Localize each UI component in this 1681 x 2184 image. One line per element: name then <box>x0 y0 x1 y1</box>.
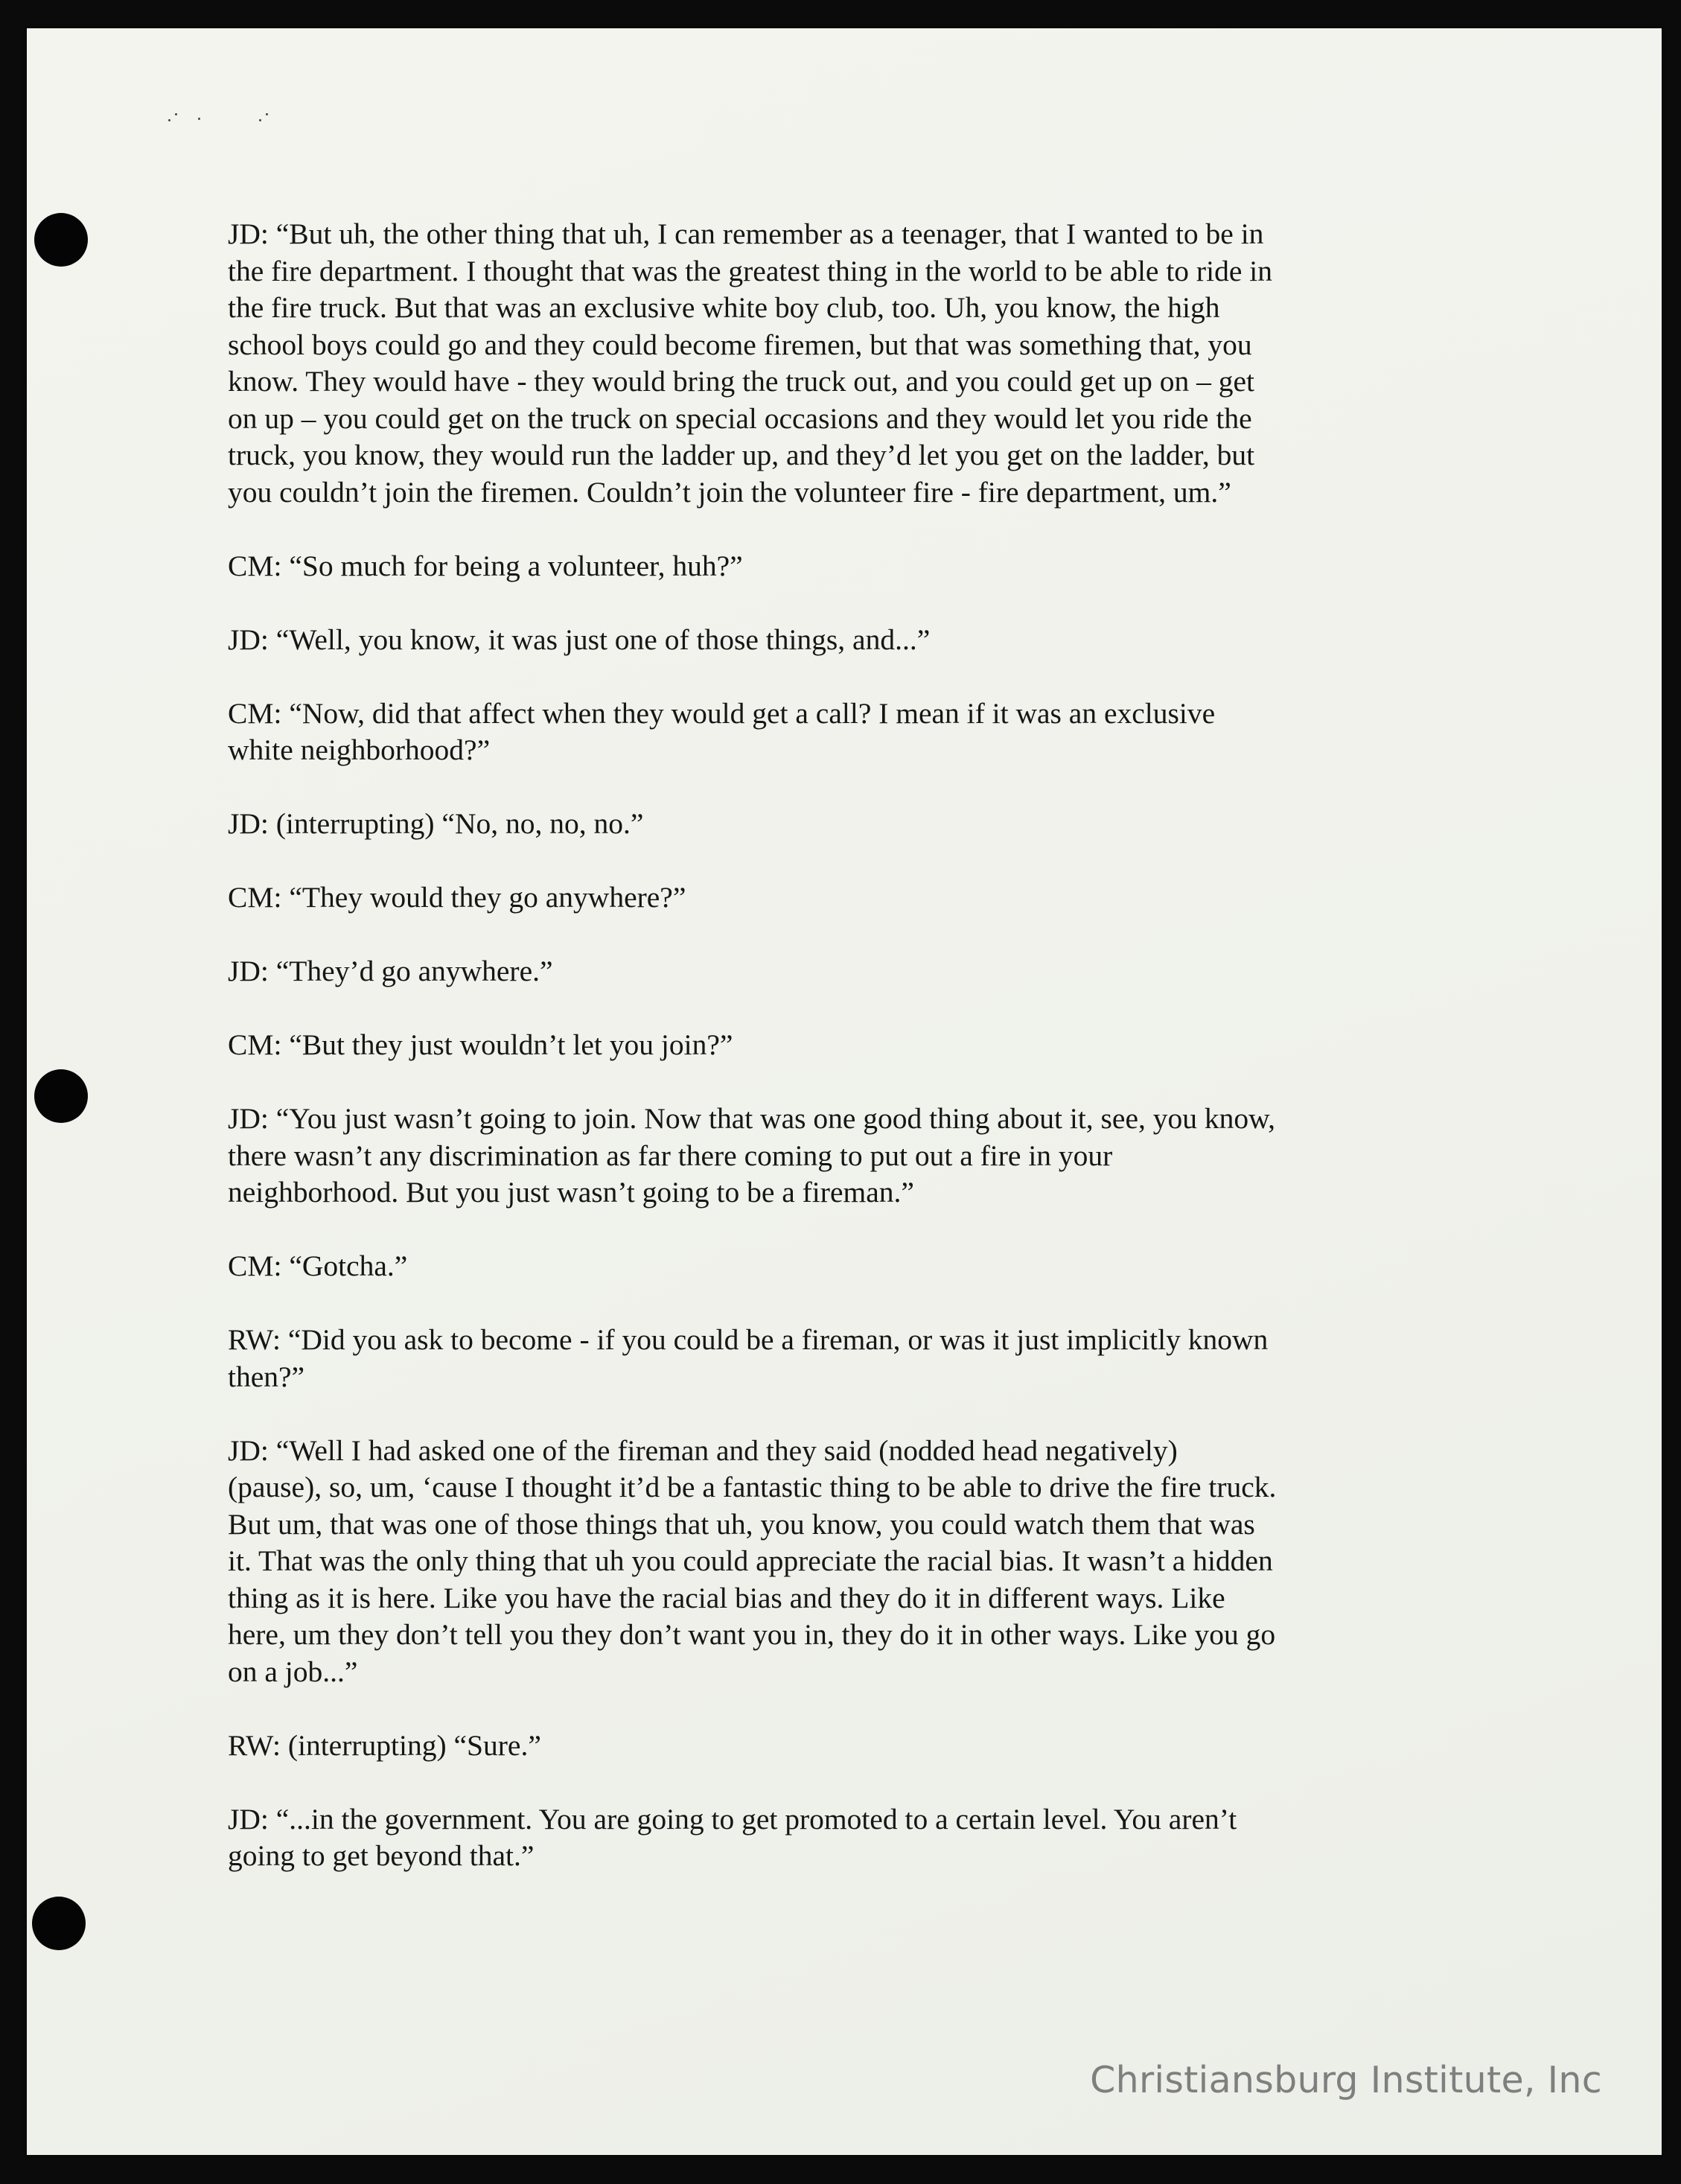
speck <box>266 113 268 115</box>
transcript-paragraph: JD: (interrupting) “No, no, no, no.” <box>228 807 644 840</box>
punch-hole-bottom <box>32 1897 86 1950</box>
punch-hole-middle <box>34 1069 88 1123</box>
transcript-paragraph: CM: “Gotcha.” <box>228 1249 408 1282</box>
transcript-paragraph: CM: “So much for being a volunteer, huh?” <box>228 549 743 582</box>
transcript-paragraph: JD: “...in the government. You are going to get promoted to a certain level. You aren’t going to get beyond that.” <box>228 1802 1237 1872</box>
transcript-paragraph: CM: “Now, did that affect when they would get a call? I mean if it was an exclusive white neighborhood?” <box>228 696 1216 766</box>
watermark: Christiansburg Institute, Inc <box>1090 2059 1602 2101</box>
transcript-paragraph: JD: “Well I had asked one of the fireman and they said (nodded head negatively) (pause), so, um, ‘cause I thought it’d be a fantastic thing to be able to drive the fire truck. But um, that was one of those things that uh, you know, you could watch them that was it. That was the only thing that uh you could appreciate the racial bias. It wasn’t a hidden thing as it is here. Like you have the racial bias and they do it in different ways. Like here, um they don’t tell you they don’t want you in, they do it in other ways. Like you go on a job...” <box>228 1433 1277 1688</box>
transcript-paragraph: JD: “They’d go anywhere.” <box>228 955 553 987</box>
speck <box>168 119 170 121</box>
transcript-paragraph: CM: “They would they go anywhere?” <box>228 881 686 914</box>
transcript-paragraph: JD: “Well, you know, it was just one of those things, and...” <box>228 623 931 656</box>
paper-specks <box>168 103 287 133</box>
transcript-paragraph: RW: “Did you ask to become - if you could be a fireman, or was it just implicitly known then?” <box>228 1323 1269 1393</box>
interview-transcript <box>228 216 1426 1911</box>
transcript-paragraph: JD: “But uh, the other thing that uh, I can remember as a teenager, that I wanted to be in the fire department. I thought that was the greatest thing in the world to be able to ride in the fire truck. But that was an exclusive white boy club, too. Uh, you know, the high school boys could go and they could become firemen, but that was something that, you know. They would have - they would bring the truck out, and you could get up on – get on up – you could get on the truck on special occasions and they would let you ride the truck, you know, they would run the ladder up, and they’d let you get on the ladder, but you couldn’t join the firemen. Couldn’t join the volunteer fire - fire department, um.” <box>228 217 1272 509</box>
transcript-paragraph: RW: (interrupting) “Sure.” <box>228 1728 541 1762</box>
speck <box>259 119 261 121</box>
speck <box>198 118 200 120</box>
speck <box>175 113 177 115</box>
punch-hole-top <box>34 213 88 267</box>
transcript-paragraph: JD: “You just wasn’t going to join. Now that was one good thing about it, see, you know, there wasn’t any discrimination as far there coming to put out a fire in your neighborhood. But you just wasn’t going to be a fireman.” <box>228 1102 1275 1209</box>
transcript-paragraph: CM: “But they just wouldn’t let you join?” <box>228 1028 733 1061</box>
